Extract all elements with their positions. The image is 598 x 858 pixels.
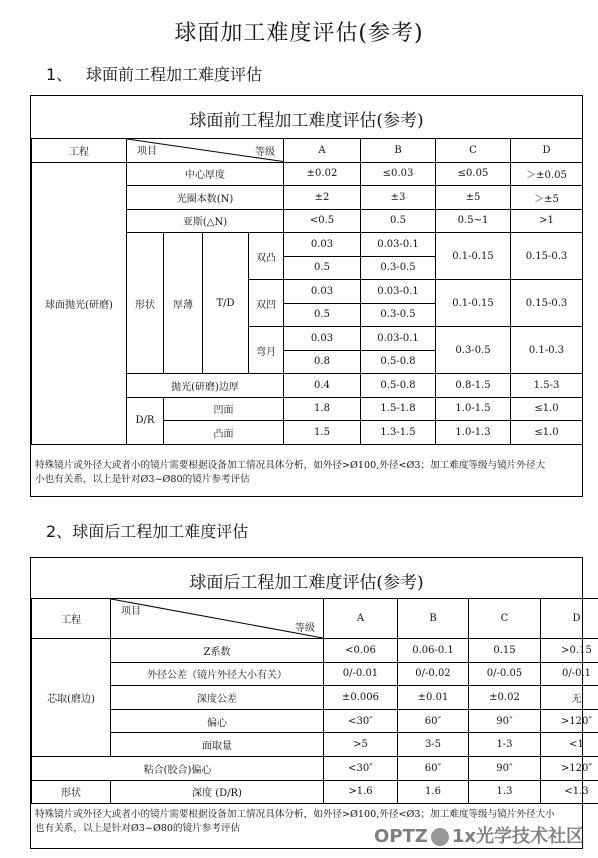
cell: >0.15	[541, 639, 598, 663]
cell: 1.0-1.5	[436, 397, 511, 421]
cell: >5	[324, 733, 398, 757]
row-label: 凸面	[164, 421, 284, 445]
cell: 无	[541, 686, 598, 710]
note-line: 也有关系，以上是针对Ø3~Ø80的镜片参考评估	[35, 823, 241, 834]
note-line: 特殊镜片或外径大或者小的镜片需要根据设备加工情况具体分析，如外径>Ø100,外径<Ø3；加工难度等级与镜片外径大	[35, 460, 546, 471]
cell: ±0.02	[284, 162, 361, 186]
cell: 0.1-0.15	[436, 233, 511, 280]
cell: 0.3-0.5	[436, 327, 511, 374]
cell: 0.03	[284, 327, 361, 351]
cell: 0.15-0.3	[511, 233, 583, 280]
cell: 0.8-1.5	[436, 374, 511, 398]
shape-label: 形状	[32, 780, 111, 804]
table-row	[32, 733, 598, 757]
watermark	[374, 822, 584, 848]
cell: 0.03-0.1	[361, 233, 436, 257]
cell: 1.8	[284, 397, 361, 421]
section1-table	[31, 138, 583, 445]
wechat-icon	[431, 828, 449, 846]
cell: 0.06-0.1	[398, 639, 469, 663]
cell: >120″	[541, 709, 598, 733]
cell: 1.6	[398, 780, 469, 804]
section1-table-frame	[30, 95, 583, 497]
cell: 0.5	[361, 209, 436, 233]
section2-table-frame	[30, 557, 593, 849]
header-process: 工程	[32, 599, 111, 639]
cell: 0.3-0.5	[361, 256, 436, 280]
cell: 90″	[469, 756, 541, 780]
cell: ≤1.0	[511, 421, 583, 445]
cell: 1.3-1.5	[361, 421, 436, 445]
cell: <0.5	[284, 209, 361, 233]
cell: 1.5-1.8	[361, 397, 436, 421]
cell: ±3	[361, 186, 436, 210]
row-label: 面取量	[111, 733, 324, 757]
cell: ≤1.0	[511, 397, 583, 421]
header-diagonal-cell	[111, 599, 324, 639]
row-label: Z系数	[111, 639, 324, 663]
biconvex-label: 双凸	[249, 233, 284, 280]
cell: 60″	[398, 756, 469, 780]
grade-a: A	[284, 139, 361, 163]
cell: <30″	[324, 709, 398, 733]
row-label: 亚斯(△N)	[127, 209, 284, 233]
watermark-text: 光学技术社区	[476, 826, 584, 847]
cell: 0/-0.01	[324, 662, 398, 686]
row-label: 外径公差（镜片外径大小有关）	[111, 662, 324, 686]
table-row	[32, 662, 598, 686]
grade-d: D	[541, 599, 598, 639]
grade-d: D	[511, 139, 583, 163]
cell: 0.03	[284, 233, 361, 257]
table-row	[32, 780, 598, 804]
cell: 0.3-0.5	[361, 303, 436, 327]
header-item-label: 项目	[137, 146, 157, 157]
thin-label: 厚薄	[164, 233, 203, 374]
table-row	[32, 756, 598, 780]
cell: <1.3	[541, 780, 598, 804]
cell: 1-3	[469, 733, 541, 757]
grade-b: B	[398, 599, 469, 639]
header-diagonal-cell	[127, 139, 284, 163]
cell: 60″	[398, 709, 469, 733]
row-label: 偏心	[111, 709, 324, 733]
section1-note	[35, 459, 578, 487]
table-row	[32, 139, 583, 163]
cell: 0/-0.05	[469, 662, 541, 686]
watermark-text: OPTZ	[374, 826, 428, 847]
cell: ＞±5	[511, 186, 583, 210]
cell: ≤0.05	[436, 162, 511, 186]
header-process: 工程	[32, 139, 127, 163]
cell: <0.06	[324, 639, 398, 663]
cell: ±2	[284, 186, 361, 210]
cell: <30″	[324, 756, 398, 780]
section1-number: 1、	[46, 65, 73, 84]
cell: 0.8	[284, 350, 361, 374]
table-row	[32, 162, 583, 186]
grade-b: B	[361, 139, 436, 163]
cell: 0.1-0.3	[511, 327, 583, 374]
cell: 1.5	[284, 421, 361, 445]
grade-a: A	[324, 599, 398, 639]
cell: ±0.006	[324, 686, 398, 710]
row-label: 抛光(研磨)边厚	[127, 374, 284, 398]
cell: 1.3	[469, 780, 541, 804]
cell: ±0.02	[469, 686, 541, 710]
section2-heading	[46, 519, 248, 542]
cell: 0.03-0.1	[361, 280, 436, 304]
cell: 0.15-0.3	[511, 280, 583, 327]
dr-label: D/R	[127, 397, 164, 444]
note-line: 小也有关系，以上是针对Ø3~Ø80的镜片参考评估	[35, 474, 250, 485]
section2-table	[31, 598, 598, 804]
meniscus-label: 弯月	[249, 327, 284, 374]
row-label: 深度公差	[111, 686, 324, 710]
table-row	[32, 599, 598, 639]
table-row	[32, 686, 598, 710]
cell: ±5	[436, 186, 511, 210]
section2-heading-text: 球面后工程加工难度评估	[72, 522, 249, 541]
cell: 0/-0.1	[541, 662, 598, 686]
cell: 0.1-0.15	[436, 280, 511, 327]
row-label: 光圈本数(N)	[127, 186, 284, 210]
cell: 0.4	[284, 374, 361, 398]
centering-label: 芯取(磨边)	[32, 639, 111, 757]
grade-c: C	[469, 599, 541, 639]
row-label: 粘合(胶合)偏心	[32, 756, 324, 780]
cell: 0.5-0.8	[361, 350, 436, 374]
cell: 0.5	[284, 256, 361, 280]
cell: >1.6	[324, 780, 398, 804]
header-item-label: 项目	[121, 606, 141, 617]
cell: <1	[541, 733, 598, 757]
section1-table-title: 球面前工程加工难度评估(参考)	[189, 111, 424, 131]
cell: 0/-0.02	[398, 662, 469, 686]
header-grade-label: 等级	[295, 623, 315, 634]
td-label: T/D	[203, 233, 249, 374]
note-line: 特殊镜片或外径大或者小的镜片需要根据设备加工情况具体分析，如外径>Ø100,外径<Ø3；加工难度等级与镜片外径大小	[35, 809, 555, 820]
header-grade-label: 等级	[255, 146, 275, 158]
cell: 0.03-0.1	[361, 327, 436, 351]
cell: 3-5	[398, 733, 469, 757]
biconcave-label: 双凹	[249, 280, 284, 327]
cell: 0.15	[469, 639, 541, 663]
cell: 0.5-0.8	[361, 374, 436, 398]
cell: 1.0-1.3	[436, 421, 511, 445]
row-label: 凹面	[164, 397, 284, 421]
cell: 0.03	[284, 280, 361, 304]
cell: 0.5~1	[436, 209, 511, 233]
grade-c: C	[436, 139, 511, 163]
section2-number: 2、	[46, 522, 73, 541]
table-row	[32, 639, 598, 663]
process-name: 球面抛光(研磨)	[32, 162, 127, 444]
cell: ±0.01	[398, 686, 469, 710]
cell: ＞±0.05	[511, 162, 583, 186]
section1-heading-text: 球面前工程加工难度评估	[86, 65, 263, 84]
shape-label: 形状	[127, 233, 164, 374]
cell: 90″	[469, 709, 541, 733]
cell: 1.5-3	[511, 374, 583, 398]
page-title: 球面加工难度评估(参考)	[174, 21, 424, 46]
section2-table-title: 球面后工程加工难度评估(参考)	[189, 573, 424, 593]
watermark-text: 1x	[451, 826, 476, 847]
cell: >1	[511, 209, 583, 233]
section1-heading	[46, 62, 262, 85]
table-row	[32, 709, 598, 733]
row-label: 中心厚度	[127, 162, 284, 186]
row-label: 深度 (D/R)	[111, 780, 324, 804]
cell: >120″	[541, 756, 598, 780]
cell: 0.5	[284, 303, 361, 327]
cell: ≤0.03	[361, 162, 436, 186]
